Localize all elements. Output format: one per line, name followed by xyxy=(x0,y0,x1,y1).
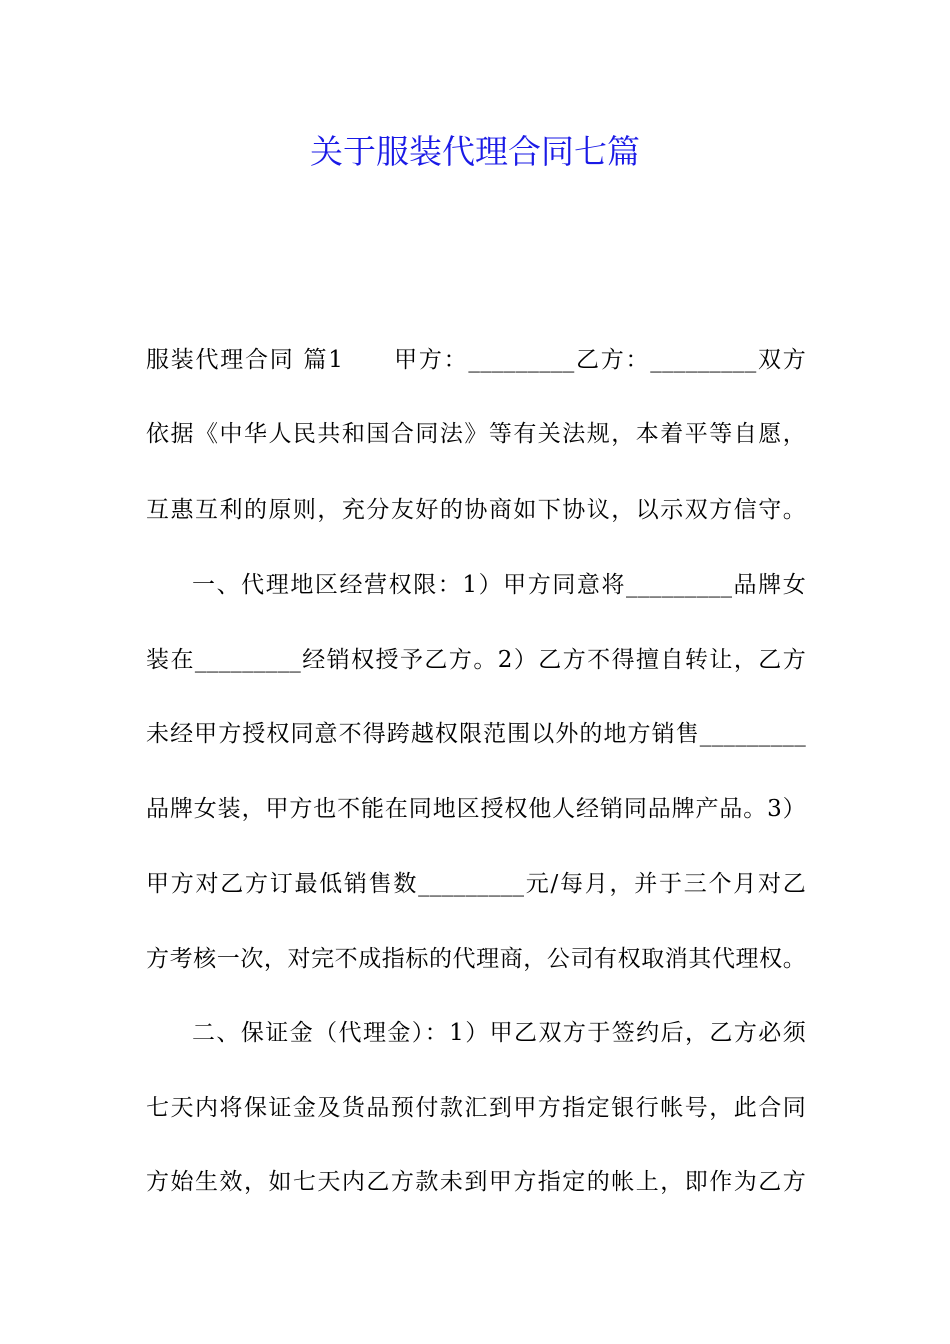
body-line-5: 装在_________经销权授予乙方。2）乙方不得擅自转让，乙方 xyxy=(146,647,806,673)
body-line-7: 品牌女装，甲方也不能在同地区授权他人经销同品牌产品。3） xyxy=(146,796,806,822)
body-line-12: 方始生效，如七天内乙方款未到甲方指定的帐上，即作为乙方 xyxy=(146,1169,806,1195)
body-line-1: 服装代理合同 篇1 甲方：_________乙方：_________双方 xyxy=(146,347,806,373)
body-line-10: 二、保证金（代理金）：1）甲乙双方于签约后，乙方必须 xyxy=(192,1020,806,1046)
body-line-3: 互惠互利的原则，充分友好的协商如下协议，以示双方信守。 xyxy=(146,497,806,523)
body-line-11: 七天内将保证金及货品预付款汇到甲方指定银行帐号，此合同 xyxy=(146,1095,806,1121)
body-line-2: 依据《中华人民共和国合同法》等有关法规，本着平等自愿， xyxy=(146,421,806,447)
document-title: 关于服装代理合同七篇 xyxy=(310,132,640,171)
body-line-6: 未经甲方授权同意不得跨越权限范围以外的地方销售_________ xyxy=(146,721,806,747)
body-line-8: 甲方对乙方订最低销售数_________元/每月，并于三个月对乙 xyxy=(146,871,806,897)
body-line-9: 方考核一次，对完不成指标的代理商，公司有权取消其代理权。 xyxy=(146,946,806,972)
body-line-4: 一、代理地区经营权限：1）甲方同意将_________品牌女 xyxy=(192,572,806,598)
